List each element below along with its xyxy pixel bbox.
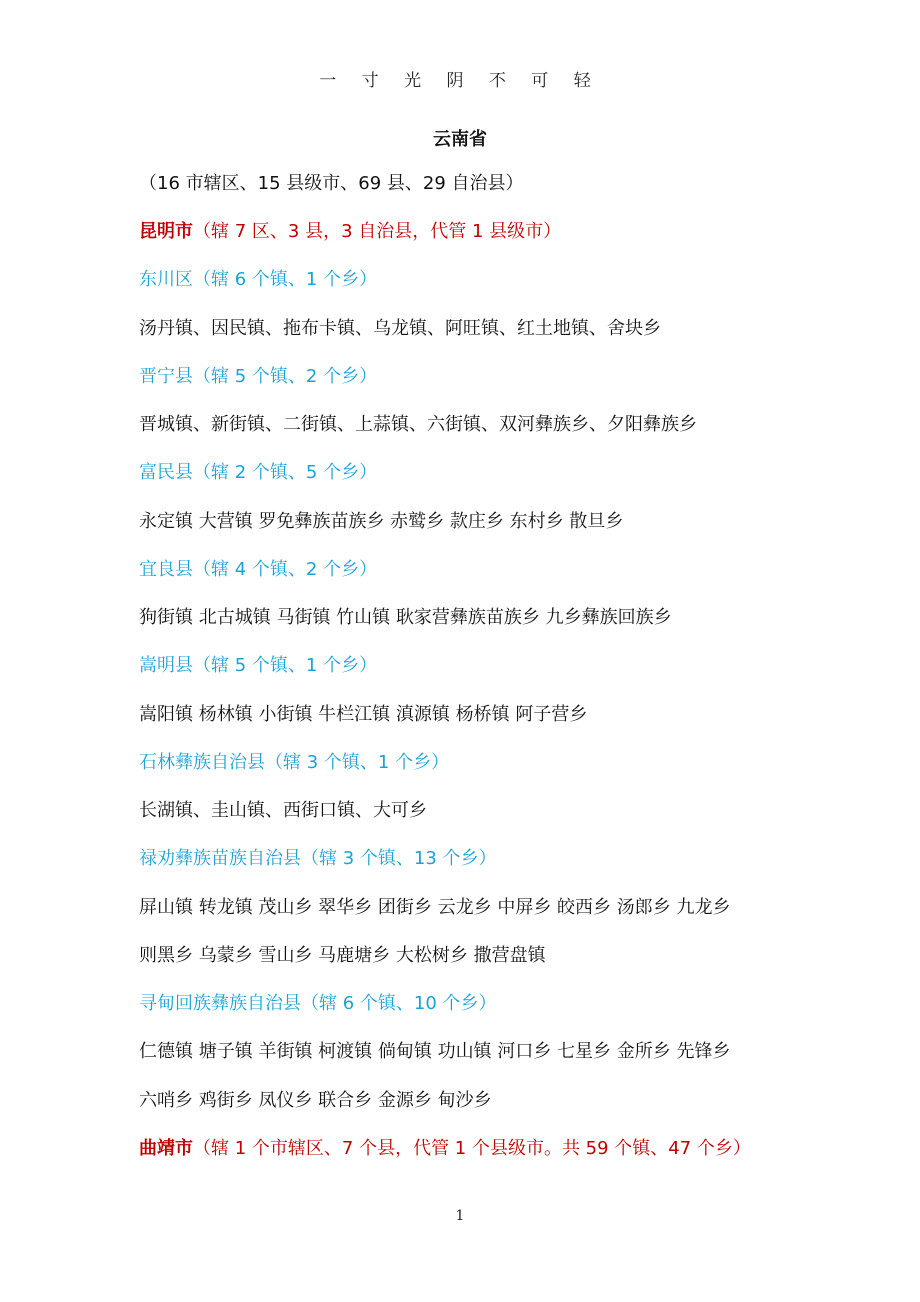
town-list: 嵩阳镇 杨林镇 小街镇 牛栏江镇 滇源镇 杨桥镇 阿子营乡 <box>139 704 588 725</box>
city-name: 曲靖市 <box>139 1138 193 1159</box>
town-list: 狗街镇 北古城镇 马街镇 竹山镇 耿家营彝族苗族乡 九乡彝族回族乡 <box>139 607 672 628</box>
town-list: 长湖镇、圭山镇、西街口镇、大可乡 <box>139 800 427 821</box>
town-list: 则黑乡 乌蒙乡 雪山乡 马鹿塘乡 大松树乡 撒营盘镇 <box>139 945 546 966</box>
city-heading-kunming <box>139 220 561 244</box>
town-list: 晋城镇、新街镇、二街镇、上蒜镇、六街镇、双河彝族乡、夕阳彝族乡 <box>139 414 697 435</box>
county-heading: 寻甸回族彝族自治县（辖 6 个镇、10 个乡） <box>139 993 497 1014</box>
town-list: 六哨乡 鸡街乡 凤仪乡 联合乡 金源乡 甸沙乡 <box>139 1090 492 1111</box>
town-list: 汤丹镇、因民镇、拖布卡镇、乌龙镇、阿旺镇、红土地镇、舍块乡 <box>139 318 661 339</box>
city-detail: （辖 7 区、3 县，3 自治县，代管 1 县级市） <box>193 221 562 242</box>
document-title: 云南省 <box>433 129 487 150</box>
province-summary: （16 市辖区、15 县级市、69 县、29 自治县） <box>139 173 524 194</box>
county-heading: 禄劝彝族苗族自治县（辖 3 个镇、13 个乡） <box>139 848 497 869</box>
county-heading: 东川区（辖 6 个镇、1 个乡） <box>139 269 378 290</box>
town-list: 仁德镇 塘子镇 羊街镇 柯渡镇 倘甸镇 功山镇 河口乡 七星乡 金所乡 先锋乡 <box>139 1041 731 1062</box>
county-heading: 富民县（辖 2 个镇、5 个乡） <box>139 462 378 483</box>
county-heading: 石林彝族自治县（辖 3 个镇、1 个乡） <box>139 752 450 773</box>
page-number: 1 <box>455 1208 465 1224</box>
city-heading-qujing <box>139 1137 751 1161</box>
town-list: 永定镇 大营镇 罗免彝族苗族乡 赤鹫乡 款庄乡 东村乡 散旦乡 <box>139 511 624 532</box>
city-name: 昆明市 <box>139 221 193 242</box>
county-heading: 嵩明县（辖 5 个镇、1 个乡） <box>139 655 378 676</box>
page-header: 一 寸 光 阴 不 可 轻 <box>319 71 601 91</box>
town-list: 屏山镇 转龙镇 茂山乡 翠华乡 团街乡 云龙乡 中屏乡 皎西乡 汤郎乡 九龙乡 <box>139 897 731 918</box>
county-heading: 宜良县（辖 4 个镇、2 个乡） <box>139 559 378 580</box>
county-heading: 晋宁县（辖 5 个镇、2 个乡） <box>139 366 378 387</box>
city-detail: （辖 1 个市辖区、7 个县，代管 1 个县级市。共 59 个镇、47 个乡） <box>193 1138 751 1159</box>
